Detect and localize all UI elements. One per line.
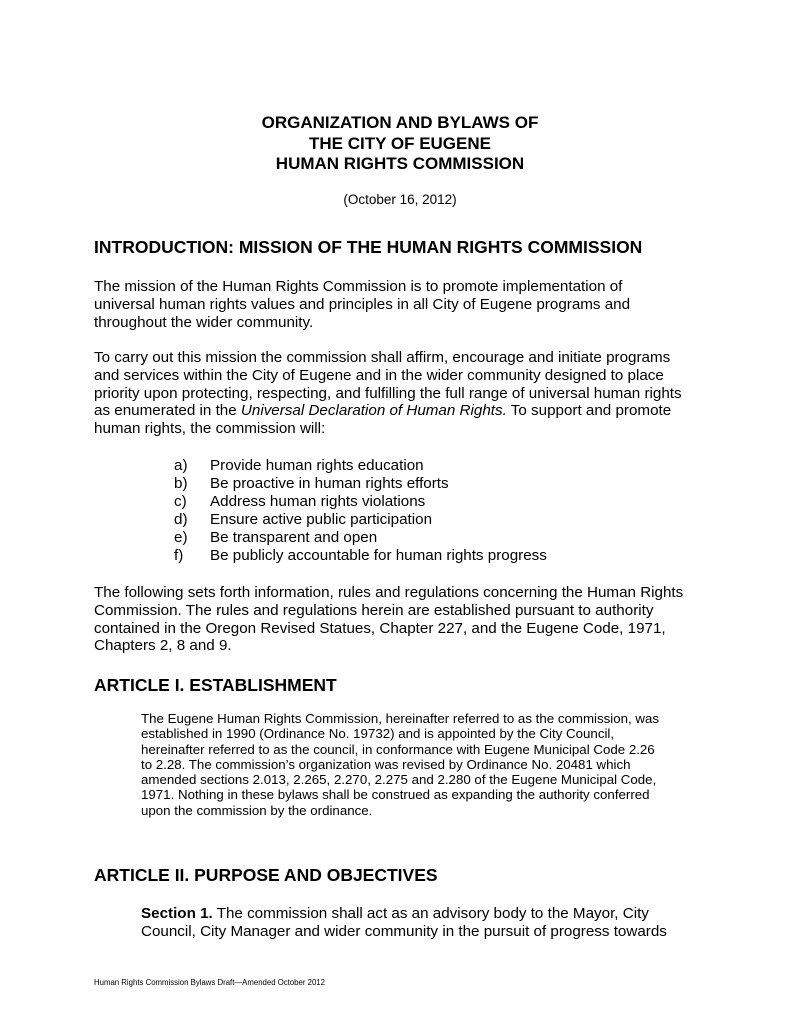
list-marker: d) [174, 510, 188, 528]
text-line [94, 402, 734, 420]
text-line: To carry out this mission the commission shall affirm, encourage and initiate programs [94, 349, 671, 366]
list-item-text: Ensure active public participation [210, 510, 433, 528]
list-item [174, 457, 547, 475]
text-run: as enumerated in the [94, 402, 241, 420]
intro-paragraph-3 [94, 584, 734, 655]
list-item [174, 511, 547, 529]
text-line [141, 905, 781, 923]
text-line: hereinafter referred to as the council, in conformance with Eugene Municipal Code 2.26 [141, 741, 655, 757]
list-marker: b) [174, 474, 188, 492]
intro-heading: INTRODUCTION: MISSION OF THE HUMAN RIGHTS COMMISSION [94, 237, 643, 257]
page-footer: Human Rights Commission Bylaws Draft—Amended October 2012 [94, 978, 325, 987]
list-item-text: Be proactive in human rights efforts [210, 474, 449, 492]
list-item [174, 475, 547, 493]
text-line: priority upon protecting, respecting, and fulfilling the full range of universal human rights [94, 384, 682, 402]
intro-paragraph-1 [94, 278, 734, 331]
udhr-title: Universal Declaration of Human Rights. [240, 402, 507, 420]
text-line: and services within the City of Eugene and in the wider community designed to place [94, 366, 664, 384]
section-label: Section 1. [141, 905, 213, 922]
text-line: The following sets forth information, rules and regulations concerning the Human Rights [94, 584, 684, 601]
list-item-text: Provide human rights education [210, 457, 424, 474]
article-1-heading: ARTICLE I. ESTABLISHMENT [94, 675, 337, 695]
text-line: contained in the Oregon Revised Statues, Chapter 227, and the Eugene Code, 1971, [94, 619, 666, 637]
article-2-heading: ARTICLE II. PURPOSE AND OBJECTIVES [94, 865, 438, 885]
list-item-text: Address human rights violations [210, 492, 426, 510]
intro-paragraph-2 [94, 349, 734, 438]
title-line: ORGANIZATION AND BYLAWS OF [261, 113, 539, 132]
list-marker: f) [174, 546, 184, 564]
text-line: upon the commission by the ordinance. [141, 802, 373, 818]
article-2-section-1 [141, 905, 781, 941]
list-marker: a) [174, 457, 188, 474]
list-item [174, 529, 547, 547]
text-line: universal human rights values and principles in all City of Eugene programs and [94, 295, 631, 313]
list-item-text: Be publicly accountable for human rights progress [210, 546, 547, 564]
title-line: THE CITY OF EUGENE [309, 133, 491, 153]
text-run: To support and promote [506, 402, 672, 420]
document-title [0, 113, 800, 175]
list-marker: e) [174, 528, 188, 546]
list-item-text: Be transparent and open [210, 528, 378, 546]
article-1-body [141, 711, 659, 818]
text-line: Council, City Manager and wider community in the pursuit of progress towards [141, 922, 667, 940]
text-line: Chapters 2, 8 and 9. [94, 637, 232, 655]
text-line: human rights, the commission will: [94, 420, 326, 438]
text-line: 1971. Nothing in these bylaws shall be construed as expanding the authority conferred [141, 787, 650, 803]
text-line: The mission of the Human Rights Commission is to promote implementation of [94, 278, 623, 295]
list-item [174, 493, 547, 511]
list-marker: c) [174, 492, 187, 510]
title-line: HUMAN RIGHTS COMMISSION [275, 154, 525, 173]
list-item [174, 547, 547, 565]
text-run: The commission shall act as an advisory body to the Mayor, City [212, 905, 649, 922]
text-line: Commission. The rules and regulations herein are established pursuant to authority [94, 601, 654, 619]
text-line: throughout the wider community. [94, 313, 314, 331]
document-date: (October 16, 2012) [343, 192, 457, 207]
commission-goals-list [174, 457, 547, 564]
text-line: to 2.28. The commission’s organization was revised by Ordinance No. 20481 which [141, 756, 631, 772]
text-line: The Eugene Human Rights Commission, hereinafter referred to as the commission, was [141, 711, 660, 726]
text-line: amended sections 2.013, 2.265, 2.270, 2.275 and 2.280 of the Eugene Municipal Code, [141, 772, 657, 788]
text-line: established in 1990 (Ordinance No. 19732) and is appointed by the City Council, [141, 726, 615, 742]
